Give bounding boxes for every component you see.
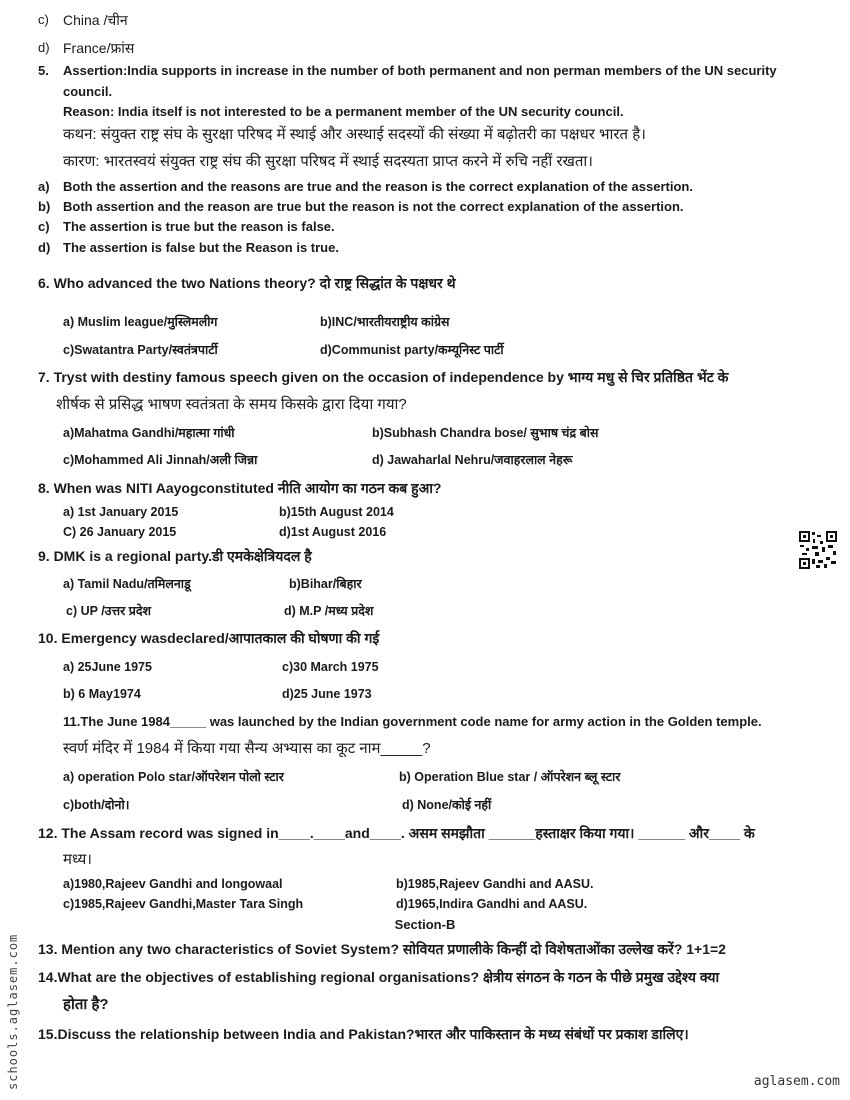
q5-assertion-line2: council. [63,84,113,99]
q5-option-b: Both assertion and the reason are true but the reason is not the correct explanation of the assertion. [63,199,684,214]
q5-option-c: The assertion is true but the reason is false. [63,219,335,234]
q6-option-d: d)Communist party/कम्यूनिस्ट पार्टी [320,343,504,357]
q4-option-d: France/फ्रांस [63,40,135,56]
q5-option-c-letter: c) [38,219,50,234]
q14-question-line1: 14.What are the objectives of establishing regional organisations? क्षेत्रीय संगठन के गठन के पीछे प्रमुख उद्देश्य क्या [38,969,720,985]
q9-question: 9. DMK is a regional party.डी एमकेक्षेत्रियदल है [38,548,312,564]
q11-option-a: a) operation Polo star/ऑपरेशन पोलो स्टार [63,770,284,784]
q8-option-c: C) 26 January 2015 [63,525,177,539]
q12-question-line2: मध्य। [63,851,92,868]
q6-option-a: a) Muslim league/मुस्लिमलीग [63,315,218,329]
q7-question-line2: शीर्षक से प्रसिद्ध भाषण स्वतंत्रता के समय किसके द्वारा दिया गया? [56,396,407,413]
q5-option-d-letter: d) [38,240,51,255]
q9-option-c: c) UP /उत्तर प्रदेश [66,604,151,618]
q5-number: 5. [38,63,49,78]
q5-assertion-line1: Assertion:India supports in increase in the number of both permanent and non perman members of the UN security [63,63,777,78]
q9-option-a: a) Tamil Nadu/तमिलनाडू [63,577,191,591]
q10-option-b: b) 6 May1974 [63,687,141,701]
q15-question: 15.Discuss the relationship between India and Pakistan?भारत और पाकिस्तान के मध्य संबंधों पर प्रकाश डालिए। [38,1026,689,1042]
q7-question-line1: 7. Tryst with destiny famous speech given on the occasion of independence by भाग्य मधु से चिर प्रतिष्ठित भेंट के [38,369,729,385]
q7-option-d: d) Jawaharlal Nehru/जवाहरलाल नेहरू [372,453,573,467]
q4-option-c-letter: c) [38,12,49,27]
watermark-left: schools.aglasem.com [6,933,20,1090]
q5-option-a: Both the assertion and the reasons are true and the reason is the correct explanation of the assertion. [63,179,693,194]
q12-question-line1: 12. The Assam record was signed in____.____and____. असम समझौता ______हस्ताक्षर किया गया। ______ और____ के [38,825,755,841]
q5-option-b-letter: b) [38,199,51,214]
q9-option-b: b)Bihar/बिहार [289,577,362,591]
watermark-right: aglasem.com [753,1074,840,1089]
q7-option-c: c)Mohammed Ali Jinnah/अली जिन्ना [63,453,258,467]
q11-option-c: c)both/दोनो। [63,798,130,812]
q5-reason: Reason: India itself is not interested to be a permanent member of the UN security council. [63,104,624,119]
q11-question-line2: स्वर्ण मंदिर में 1984 में किया गया सैन्य अभ्यास का कूट नाम_____? [63,740,431,757]
q12-option-b: b)1985,Rajeev Gandhi and AASU. [396,877,594,891]
q11-option-d: d) None/कोई नहीं [402,798,492,812]
q10-option-c: c)30 March 1975 [282,660,379,674]
q10-option-d: d)25 June 1973 [282,687,372,701]
q13-question: 13. Mention any two characteristics of Soviet System? सोवियत प्रणालीके किन्हीं दो विशेषताओंका उल्लेख करें? 1+1=2 [38,941,726,957]
q4-option-c: China /चीन [63,12,128,28]
q8-question: 8. When was NITI Aayogconstituted नीति आयोग का गठन कब हुआ? [38,480,442,496]
q7-option-b: b)Subhash Chandra bose/ सुभाष चंद्र बोस [372,426,599,440]
q14-question-line2: होता है? [63,996,109,1013]
q11-question-line1: 11.The June 1984_____ was launched by the Indian government code name for army action in the Golden temple. [63,714,762,729]
q5-option-a-letter: a) [38,179,50,194]
q8-option-a: a) 1st January 2015 [63,505,179,519]
section-b-heading: Section-B [394,917,456,932]
q12-option-a: a)1980,Rajeev Gandhi and longowaal [63,877,283,891]
q6-option-b: b)INC/भारतीयराष्ट्रीय कांग्रेस [320,315,450,329]
qr-code-icon [798,530,838,570]
q10-question: 10. Emergency wasdeclared/आपातकाल की घोषणा की गई [38,630,380,646]
q7-option-a: a)Mahatma Gandhi/महात्मा गांधी [63,426,235,440]
q10-option-a: a) 25June 1975 [63,660,152,674]
q8-option-d: d)1st August 2016 [279,525,387,539]
q5-option-d: The assertion is false but the Reason is true. [63,240,339,255]
q5-hindi-assertion: कथन: संयुक्त राष्ट्र संघ के सुरक्षा परिषद में स्थाई और अस्थाई सदस्यों की संख्या में बढ़ोतरी का पक्षधर भारत है। [63,126,646,143]
q6-question: 6. Who advanced the two Nations theory? दो राष्ट्र सिद्धांत के पक्षधर थे [38,275,456,291]
q11-option-b: b) Operation Blue star / ऑपरेशन ब्लू स्टार [399,770,621,784]
q9-option-d: d) M.P /मध्य प्रदेश [284,604,374,618]
q6-option-c: c)Swatantra Party/स्वतंत्रपार्टी [63,343,218,357]
q4-option-d-letter: d) [38,40,50,55]
q5-hindi-reason: कारण: भारतस्वयं संयुक्त राष्ट्र संघ की सुरक्षा परिषद में स्थाई सदस्यता प्राप्त करने में रुचि नहीं रखता। [63,153,593,170]
q12-option-d: d)1965,Indira Gandhi and AASU. [396,897,588,911]
q8-option-b: b)15th August 2014 [279,505,394,519]
q12-option-c: c)1985,Rajeev Gandhi,Master Tara Singh [63,897,304,911]
